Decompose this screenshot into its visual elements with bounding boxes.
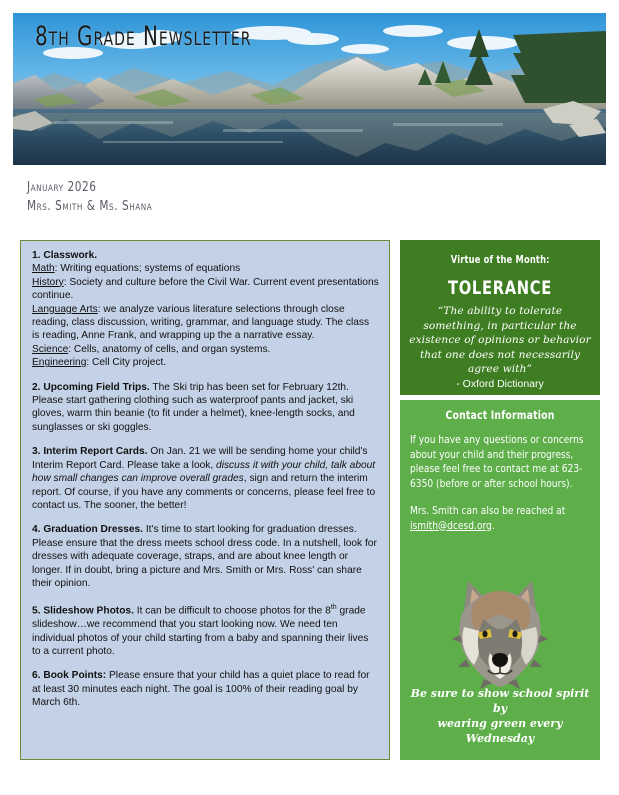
section-1-number: 1. (32, 250, 41, 261)
section-5-heading: Slideshow Photos. (43, 605, 134, 617)
section-3-body-part2: , sign and return the interim report. Of course, if you have any comments or concerns, please feel free to contact us. The sooner, the better! (32, 473, 376, 511)
section-4-heading: Graduation Dresses. (43, 524, 143, 536)
virtue-label: Virtue of the Month: (450, 254, 550, 266)
school-spirit-message (406, 686, 594, 746)
subject-label-history: History (32, 276, 64, 288)
subject-text-science: : Cells, anatomy of cells, and organ systems. (68, 343, 271, 355)
email-link[interactable]: ismith@dcesd.org (410, 518, 492, 532)
section-3-number: 3. (32, 446, 41, 458)
subject-text-language-arts: : we analyze various literature selections through close reading, class discussion, writing, grammar, and language study. The class is reading, Anne Frank, and wrapping up the a narrative essay. (32, 303, 370, 342)
section-6-number: 6. (32, 670, 41, 682)
section-5-number: 5. (32, 605, 41, 617)
issue-date: January 2026 (27, 180, 97, 195)
main-content-box (20, 240, 390, 760)
spirit-line-2: wearing green every Wednesday (437, 717, 563, 745)
section-field-trips (32, 381, 379, 435)
section-4-body: It's time to start looking for graduation dresses. Please ensure that the dress meets school dress code. In a nutshell, look for dresses with adequate coverage, straps, and are about knee length or longer. If in doubt, bring a picture and Mrs. Smith or Mrs. Ross' can share their opinion. (32, 524, 377, 589)
contact-title: Contact Information (445, 408, 555, 422)
section-interim-report-cards (32, 445, 379, 512)
subject-label-engineering: Engineering (32, 357, 87, 369)
section-5-body-part2: grade slideshow…we recommend that you start looking now. We need ten individual photos of your child starting from a baby and spanning their lives to a current photo. (32, 605, 369, 657)
subject-label-science: Science (32, 343, 69, 355)
section-2-heading: Upcoming Field Trips. (43, 381, 150, 393)
subject-text-history: : Society and culture before the Civil War. Current event presentations continue. (32, 276, 379, 302)
page-title: 8th Grade Newsletter (35, 21, 252, 52)
section-3-body-part1: On Jan. 21 we will be sending home your child's Interim Report Card. Please take a look, (32, 446, 368, 471)
spirit-line-1: Be sure to show school spirit by (410, 687, 590, 715)
section-slideshow-photos (32, 601, 379, 658)
section-5-superscript: th (330, 604, 337, 612)
virtue-of-the-month-box (400, 240, 600, 395)
section-book-points (32, 669, 379, 709)
wolf-head-icon (440, 575, 560, 693)
mascot-container (400, 575, 600, 698)
contact-information-box (400, 400, 600, 760)
contact-body (410, 433, 589, 533)
section-3-heading: Interim Report Cards. (43, 446, 148, 458)
banner-image (13, 13, 606, 165)
contact-email-suffix: . (491, 518, 495, 532)
virtue-word: TOLERANCE (448, 277, 552, 299)
section-6-body: Please ensure that your child has a quiet place to read for at least 30 minutes each night. The goal is 100% of their reading goal by March 6th. (32, 670, 370, 709)
section-4-number: 4. (32, 524, 41, 536)
contact-paragraph-2 (410, 504, 589, 533)
subject-label-language-arts: Language Arts (32, 303, 98, 315)
subject-text-engineering: : Cell City project. (86, 357, 167, 369)
section-graduation-dresses (32, 523, 379, 590)
section-5-body-part1: It can be difficult to choose photos for the 8 (136, 605, 331, 617)
virtue-source: - Oxford Dictionary (456, 377, 544, 390)
section-classwork (32, 249, 379, 370)
subject-label-math: Math (32, 263, 55, 275)
teacher-names: Mrs. Smith & Ms. Shana (27, 199, 153, 214)
section-1-heading: Classwork. (43, 250, 98, 261)
virtue-quote: “The ability to tolerate something, in particular the existence of opinions or behavior that one does not necessarily agree with” (409, 305, 591, 375)
section-2-number: 2. (32, 381, 41, 393)
contact-email-prefix: Mrs. Smith can also be reached at (410, 504, 566, 517)
contact-paragraph-1: If you have any questions or concerns about your child and their progress, please feel free to contact me at 623-6350 (before or after school hours). (410, 433, 584, 490)
section-3-body-italic: discuss it with your child, talk about how small changes can improve overall grades (32, 459, 376, 485)
subject-text-math: : Writing equations; systems of equations (54, 263, 241, 275)
newsletter-meta (27, 178, 152, 216)
section-2-body: The Ski trip has been set for February 12th. Please start gathering clothing such as waterproof pants and jacket, ski gloves, warm thin beanie (to fit under a helmet), knee-length socks, and sunglasses or ski goggles. (32, 381, 355, 433)
section-6-heading: Book Points: (43, 670, 107, 682)
